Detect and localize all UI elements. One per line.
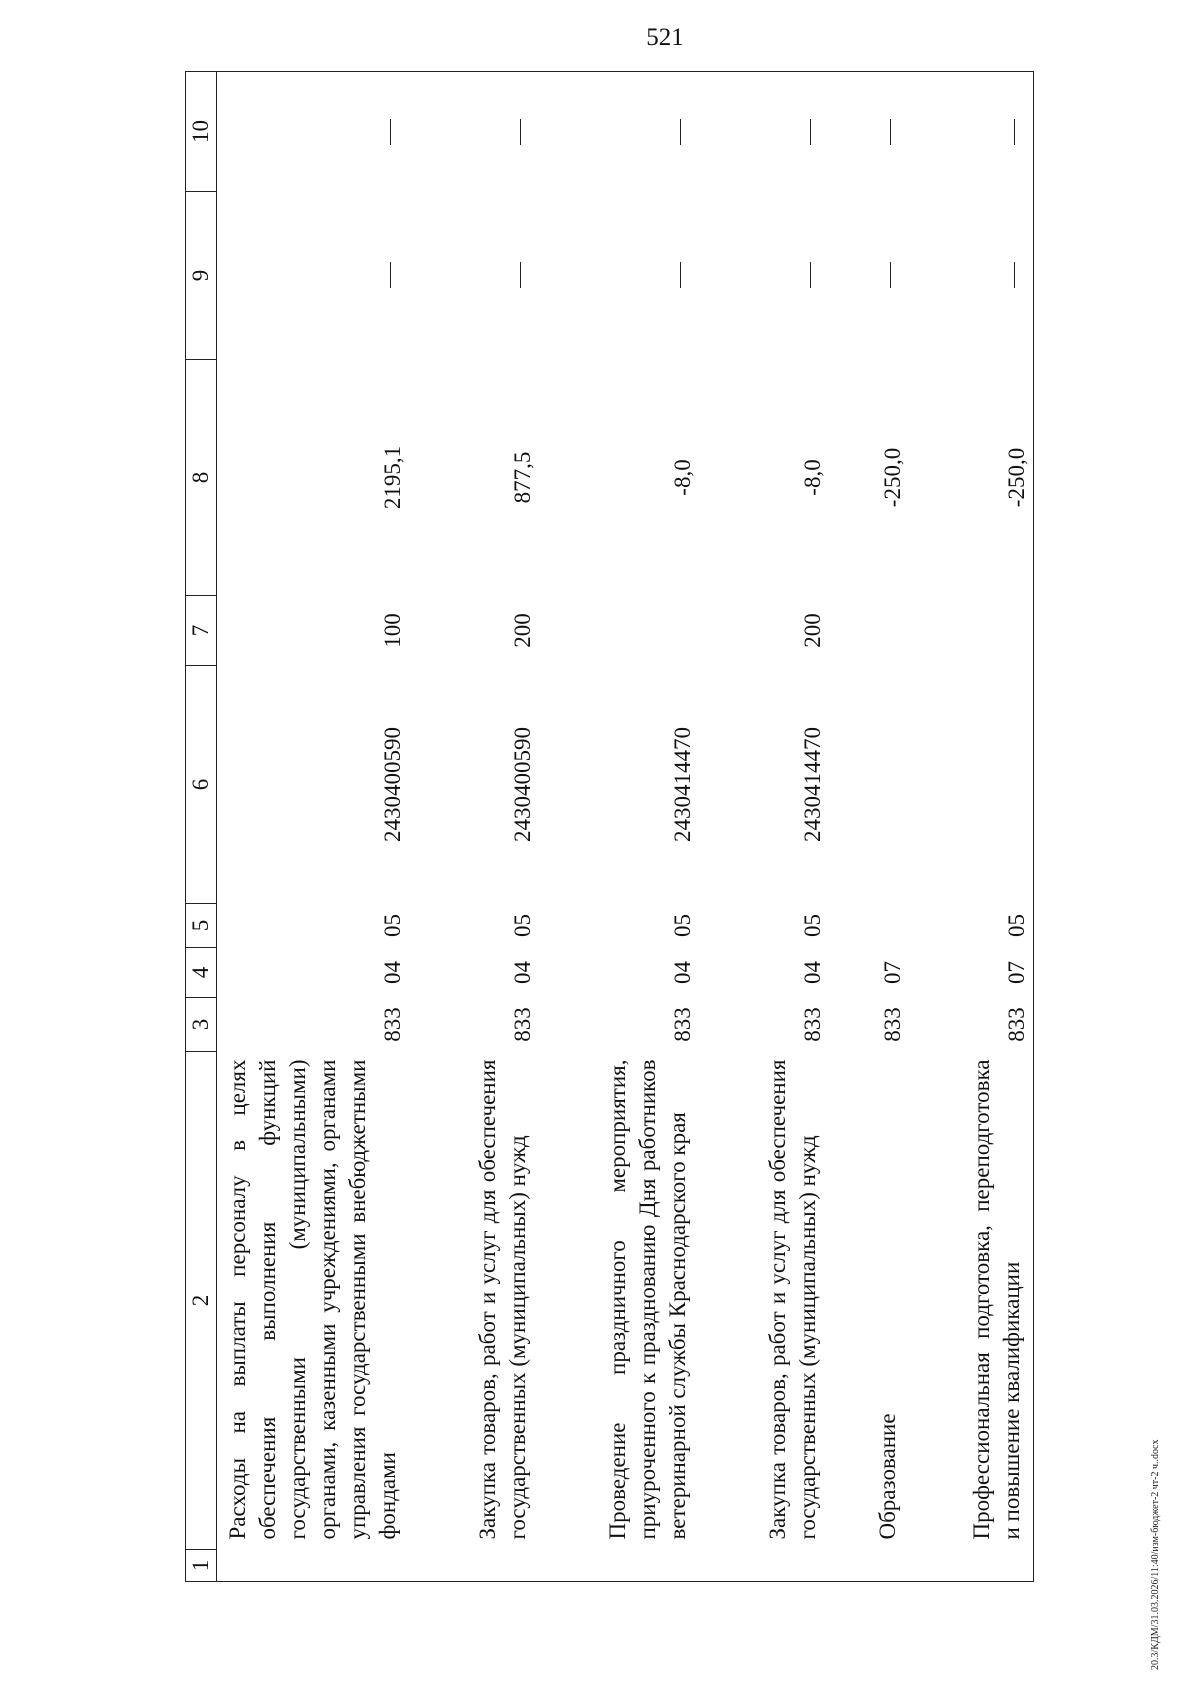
code-cell: 100 (380, 613, 405, 648)
code-cell: 200 (800, 613, 825, 648)
column-header: 9 (186, 192, 217, 360)
amount-cell: -250,0 (880, 447, 905, 508)
dash-mark (810, 263, 811, 289)
empty-value-cell (699, 192, 829, 360)
dash-mark (680, 119, 681, 145)
empty-value-cell (699, 72, 829, 192)
code-cell: 05 (670, 914, 695, 937)
code-cell: 833 (800, 1007, 825, 1042)
column-header: 5 (186, 904, 217, 948)
row-number-cell (539, 1550, 699, 1582)
dash-mark (680, 263, 681, 289)
code-cell: 07 (880, 961, 905, 984)
dash-mark (1014, 263, 1015, 289)
budget-table-sheet (185, 72, 1065, 1582)
table-row (217, 72, 410, 1582)
table-row (829, 72, 909, 1582)
table-row (699, 72, 829, 1582)
empty-value-cell (829, 72, 909, 192)
description-cell: Закупка товаров, работ и услуг для обеспечения государственных (муниципальных) нужд (475, 1059, 530, 1540)
empty-value-cell (217, 72, 410, 192)
dash-mark (810, 119, 811, 145)
row-number-cell (909, 1550, 1033, 1582)
dash-mark (520, 119, 521, 145)
code-cell: 2430400590 (510, 727, 535, 842)
empty-value-cell (409, 192, 539, 360)
code-cell (909, 666, 1033, 904)
row-number-cell (699, 1550, 829, 1582)
column-header: 7 (186, 596, 217, 666)
column-header: 4 (186, 948, 217, 998)
empty-value-cell (409, 72, 539, 192)
table-row (409, 72, 539, 1582)
code-cell: 2430414470 (800, 727, 825, 842)
description-cell: Проведение праздничного мероприятия, приуроченного к празднованию Дня работников ветеринарной службы Краснодарского края (605, 1059, 690, 1540)
dash-mark (890, 263, 891, 289)
dash-mark (890, 119, 891, 145)
code-cell: 833 (880, 1007, 905, 1042)
dash-mark (390, 119, 391, 145)
column-header: 2 (186, 1052, 217, 1550)
amount-cell: 877,5 (510, 451, 535, 504)
code-cell: 05 (909, 904, 1033, 948)
description-cell: Профессиональная подготовка, переподготовка и повышение квалификации (909, 1052, 1033, 1550)
empty-value-cell (829, 192, 909, 360)
empty-value-cell (539, 72, 699, 192)
code-cell: 2430400590 (380, 727, 405, 842)
code-cell: 833 (510, 1007, 535, 1042)
description-cell: Закупка товаров, работ и услуг для обеспечения государственных (муниципальных) нужд (765, 1059, 820, 1540)
code-cell: 04 (670, 961, 695, 984)
code-cell: 04 (510, 961, 535, 984)
code-cell (909, 596, 1033, 666)
code-cell: 04 (800, 961, 825, 984)
column-header: 3 (186, 998, 217, 1052)
code-cell: 833 (670, 1007, 695, 1042)
code-cell: 07 (909, 948, 1033, 998)
code-cell (829, 904, 909, 948)
empty-value-cell (909, 72, 1033, 192)
empty-value-cell (539, 192, 699, 360)
column-header: 8 (186, 360, 217, 596)
amount-cell: -8,0 (670, 459, 695, 496)
amount-cell: -250,0 (909, 360, 1033, 596)
row-number-cell (217, 1550, 410, 1582)
code-cell: 200 (510, 613, 535, 648)
column-header: 10 (186, 72, 217, 192)
table-row (909, 72, 1033, 1582)
column-header: 1 (186, 1550, 217, 1582)
description-cell: Образование (875, 1413, 900, 1540)
dash-mark (390, 263, 391, 289)
empty-value-cell (217, 192, 410, 360)
row-number-cell (829, 1550, 909, 1582)
row-number-cell (409, 1550, 539, 1582)
amount-cell: 2195,1 (380, 445, 405, 510)
code-cell (829, 666, 909, 904)
code-cell (829, 596, 909, 666)
code-cell: 05 (510, 914, 535, 937)
table-header-row (186, 72, 217, 1582)
code-cell: 05 (800, 914, 825, 937)
description-cell: Расходы на выплаты персоналу в целях обеспечения выполнения функций государственными (муниципальными) органами, казенными учреждениями, органами управления государственными внебюджетными фондами (225, 1059, 400, 1540)
code-cell: 2430414470 (670, 727, 695, 842)
dash-mark (1014, 119, 1015, 145)
document-footer-path: 20.3/КДМ/31.03.2026/11:40/изм-бюджет-2 чт-2 ч..docx (1150, 1439, 1161, 1670)
amount-cell: -8,0 (800, 459, 825, 496)
code-cell: 833 (909, 998, 1033, 1052)
page-number: 521 (646, 24, 684, 51)
budget-table (185, 71, 1034, 1582)
code-cell: 04 (380, 961, 405, 984)
code-cell: 05 (380, 914, 405, 937)
dash-mark (520, 263, 521, 289)
column-header: 6 (186, 666, 217, 904)
code-cell (539, 596, 699, 666)
code-cell: 833 (380, 1007, 405, 1042)
empty-value-cell (909, 192, 1033, 360)
table-row (539, 72, 699, 1582)
